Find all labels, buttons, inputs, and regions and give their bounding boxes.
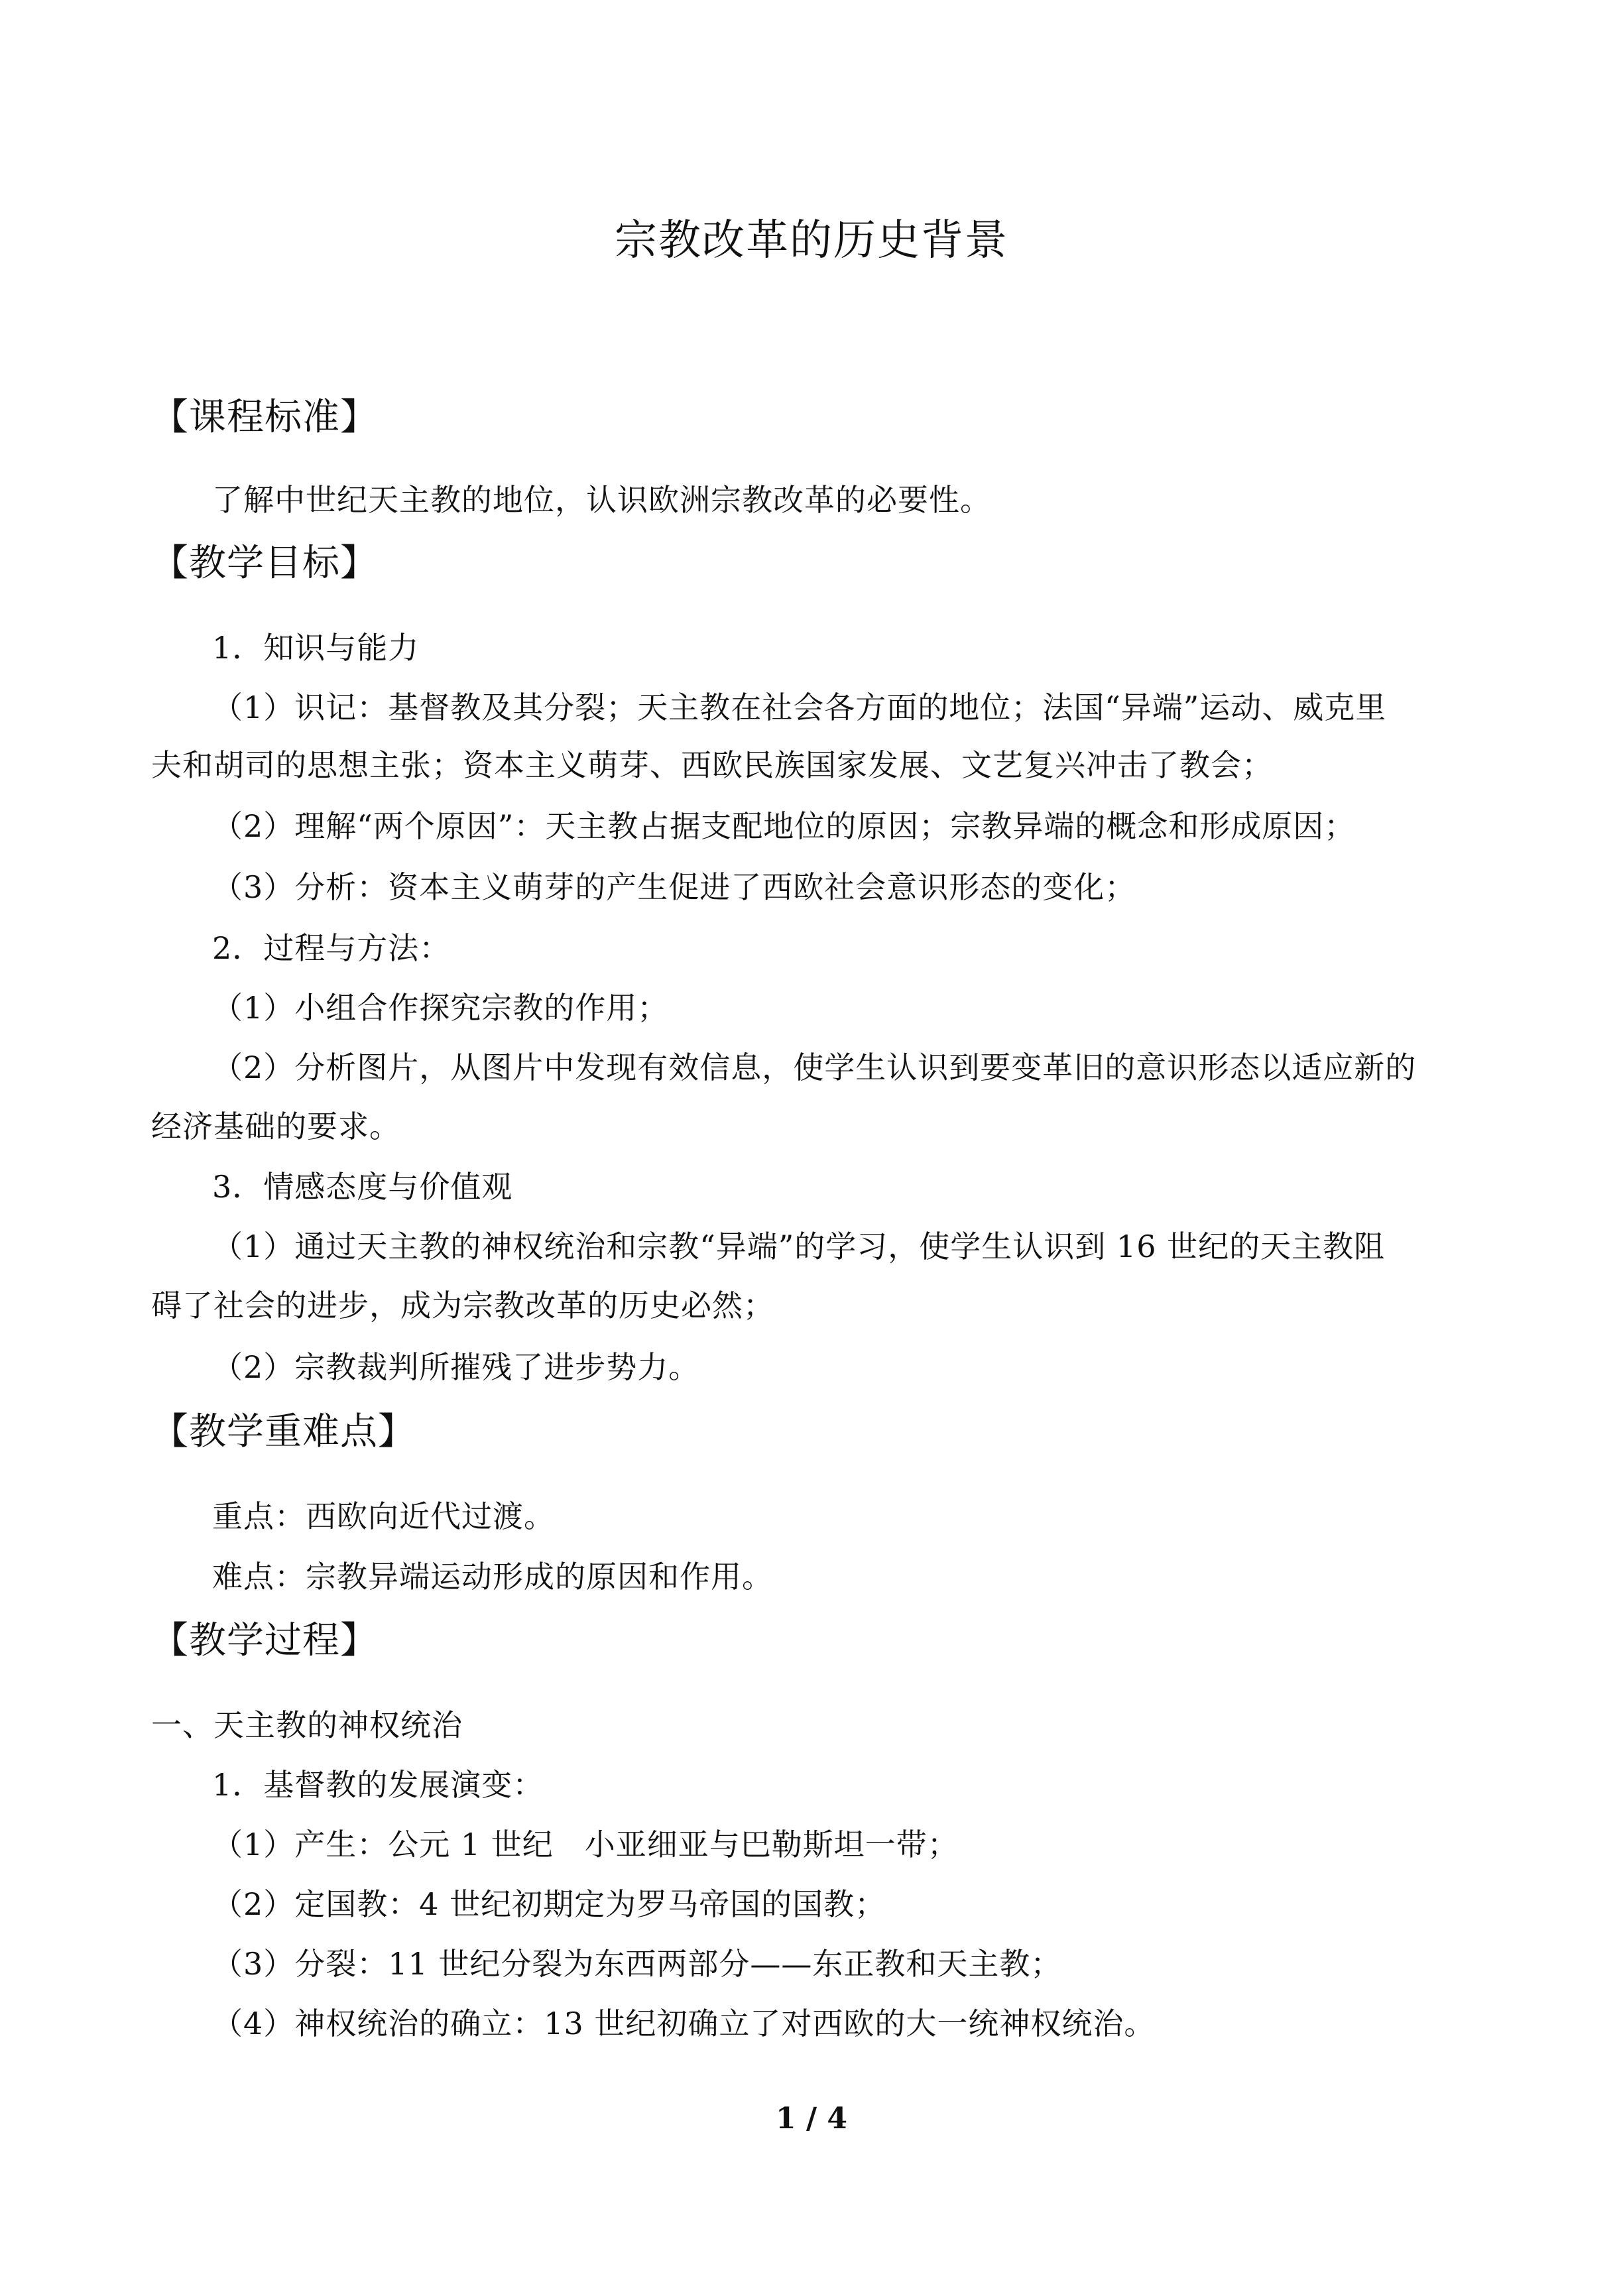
objective-3-1-line2: 碍了社会的进步，成为宗教改革的历史必然；	[151, 1288, 774, 1323]
objective-1-3: （3）分析：资本主义萌芽的产生促进了西欧社会意识形态的变化；	[212, 869, 1136, 905]
heading-key-difficult-points: 【教学重难点】	[151, 1410, 416, 1453]
difficult-point-text: 难点：宗教异端运动形成的原因和作用。	[212, 1559, 773, 1595]
process-sub1-2: （2）定国教：4 世纪初期定为罗马帝国的国教；	[212, 1886, 886, 1922]
objective-knowledge-title: 1．知识与能力	[212, 630, 420, 666]
key-point-text: 重点：西欧向近代过渡。	[212, 1498, 555, 1534]
objective-1-2: （2）理解“两个原因”：天主教占据支配地位的原因；宗教异端的概念和形成原因；	[212, 808, 1356, 844]
process-part1-title: 一、天主教的神权统治	[151, 1707, 463, 1743]
objective-1-1-line1: （1）识记：基督教及其分裂；天主教在社会各方面的地位；法国“异端”运动、威克里	[212, 690, 1387, 725]
heading-teaching-objectives: 【教学目标】	[151, 542, 378, 585]
process-sub1-3: （3）分裂：11 世纪分裂为东西两部分——东正教和天主教；	[212, 1946, 1062, 1982]
objective-values-title: 3．情感态度与价值观	[212, 1169, 513, 1205]
process-sub1-4: （4）神权统治的确立：13 世纪初确立了对西欧的大一统神权统治。	[212, 2006, 1156, 2041]
page-number: 1 / 4	[776, 2102, 847, 2136]
objective-process-title: 2．过程与方法：	[212, 930, 451, 966]
process-sub1-title: 1．基督教的发展演变：	[212, 1767, 544, 1803]
objective-2-2-line2: 经济基础的要求。	[151, 1109, 400, 1144]
heading-course-standard: 【课程标准】	[151, 396, 378, 439]
objective-3-2: （2）宗教裁判所摧残了进步势力。	[212, 1349, 700, 1385]
process-sub1-1: （1）产生：公元 1 世纪 小亚细亚与巴勒斯坦一带；	[212, 1827, 959, 1862]
objective-2-1: （1）小组合作探究宗教的作用；	[212, 990, 669, 1026]
objective-1-1-line2: 夫和胡司的思想主张；资本主义萌芽、西欧民族国家发展、文艺复兴冲击了教会；	[151, 747, 1273, 783]
document-title: 宗教改革的历史背景	[615, 216, 1008, 265]
heading-teaching-process: 【教学过程】	[151, 1619, 378, 1662]
course-standard-text: 了解中世纪天主教的地位，认识欧洲宗教改革的必要性。	[212, 482, 991, 518]
objective-2-2-line1: （2）分析图片，从图片中发现有效信息，使学生认识到要变革旧的意识形态以适应新的	[212, 1050, 1417, 1085]
objective-3-1-line1: （1）通过天主教的神权统治和宗教“异端”的学习，使学生认识到 16 世纪的天主教阻	[212, 1229, 1386, 1264]
